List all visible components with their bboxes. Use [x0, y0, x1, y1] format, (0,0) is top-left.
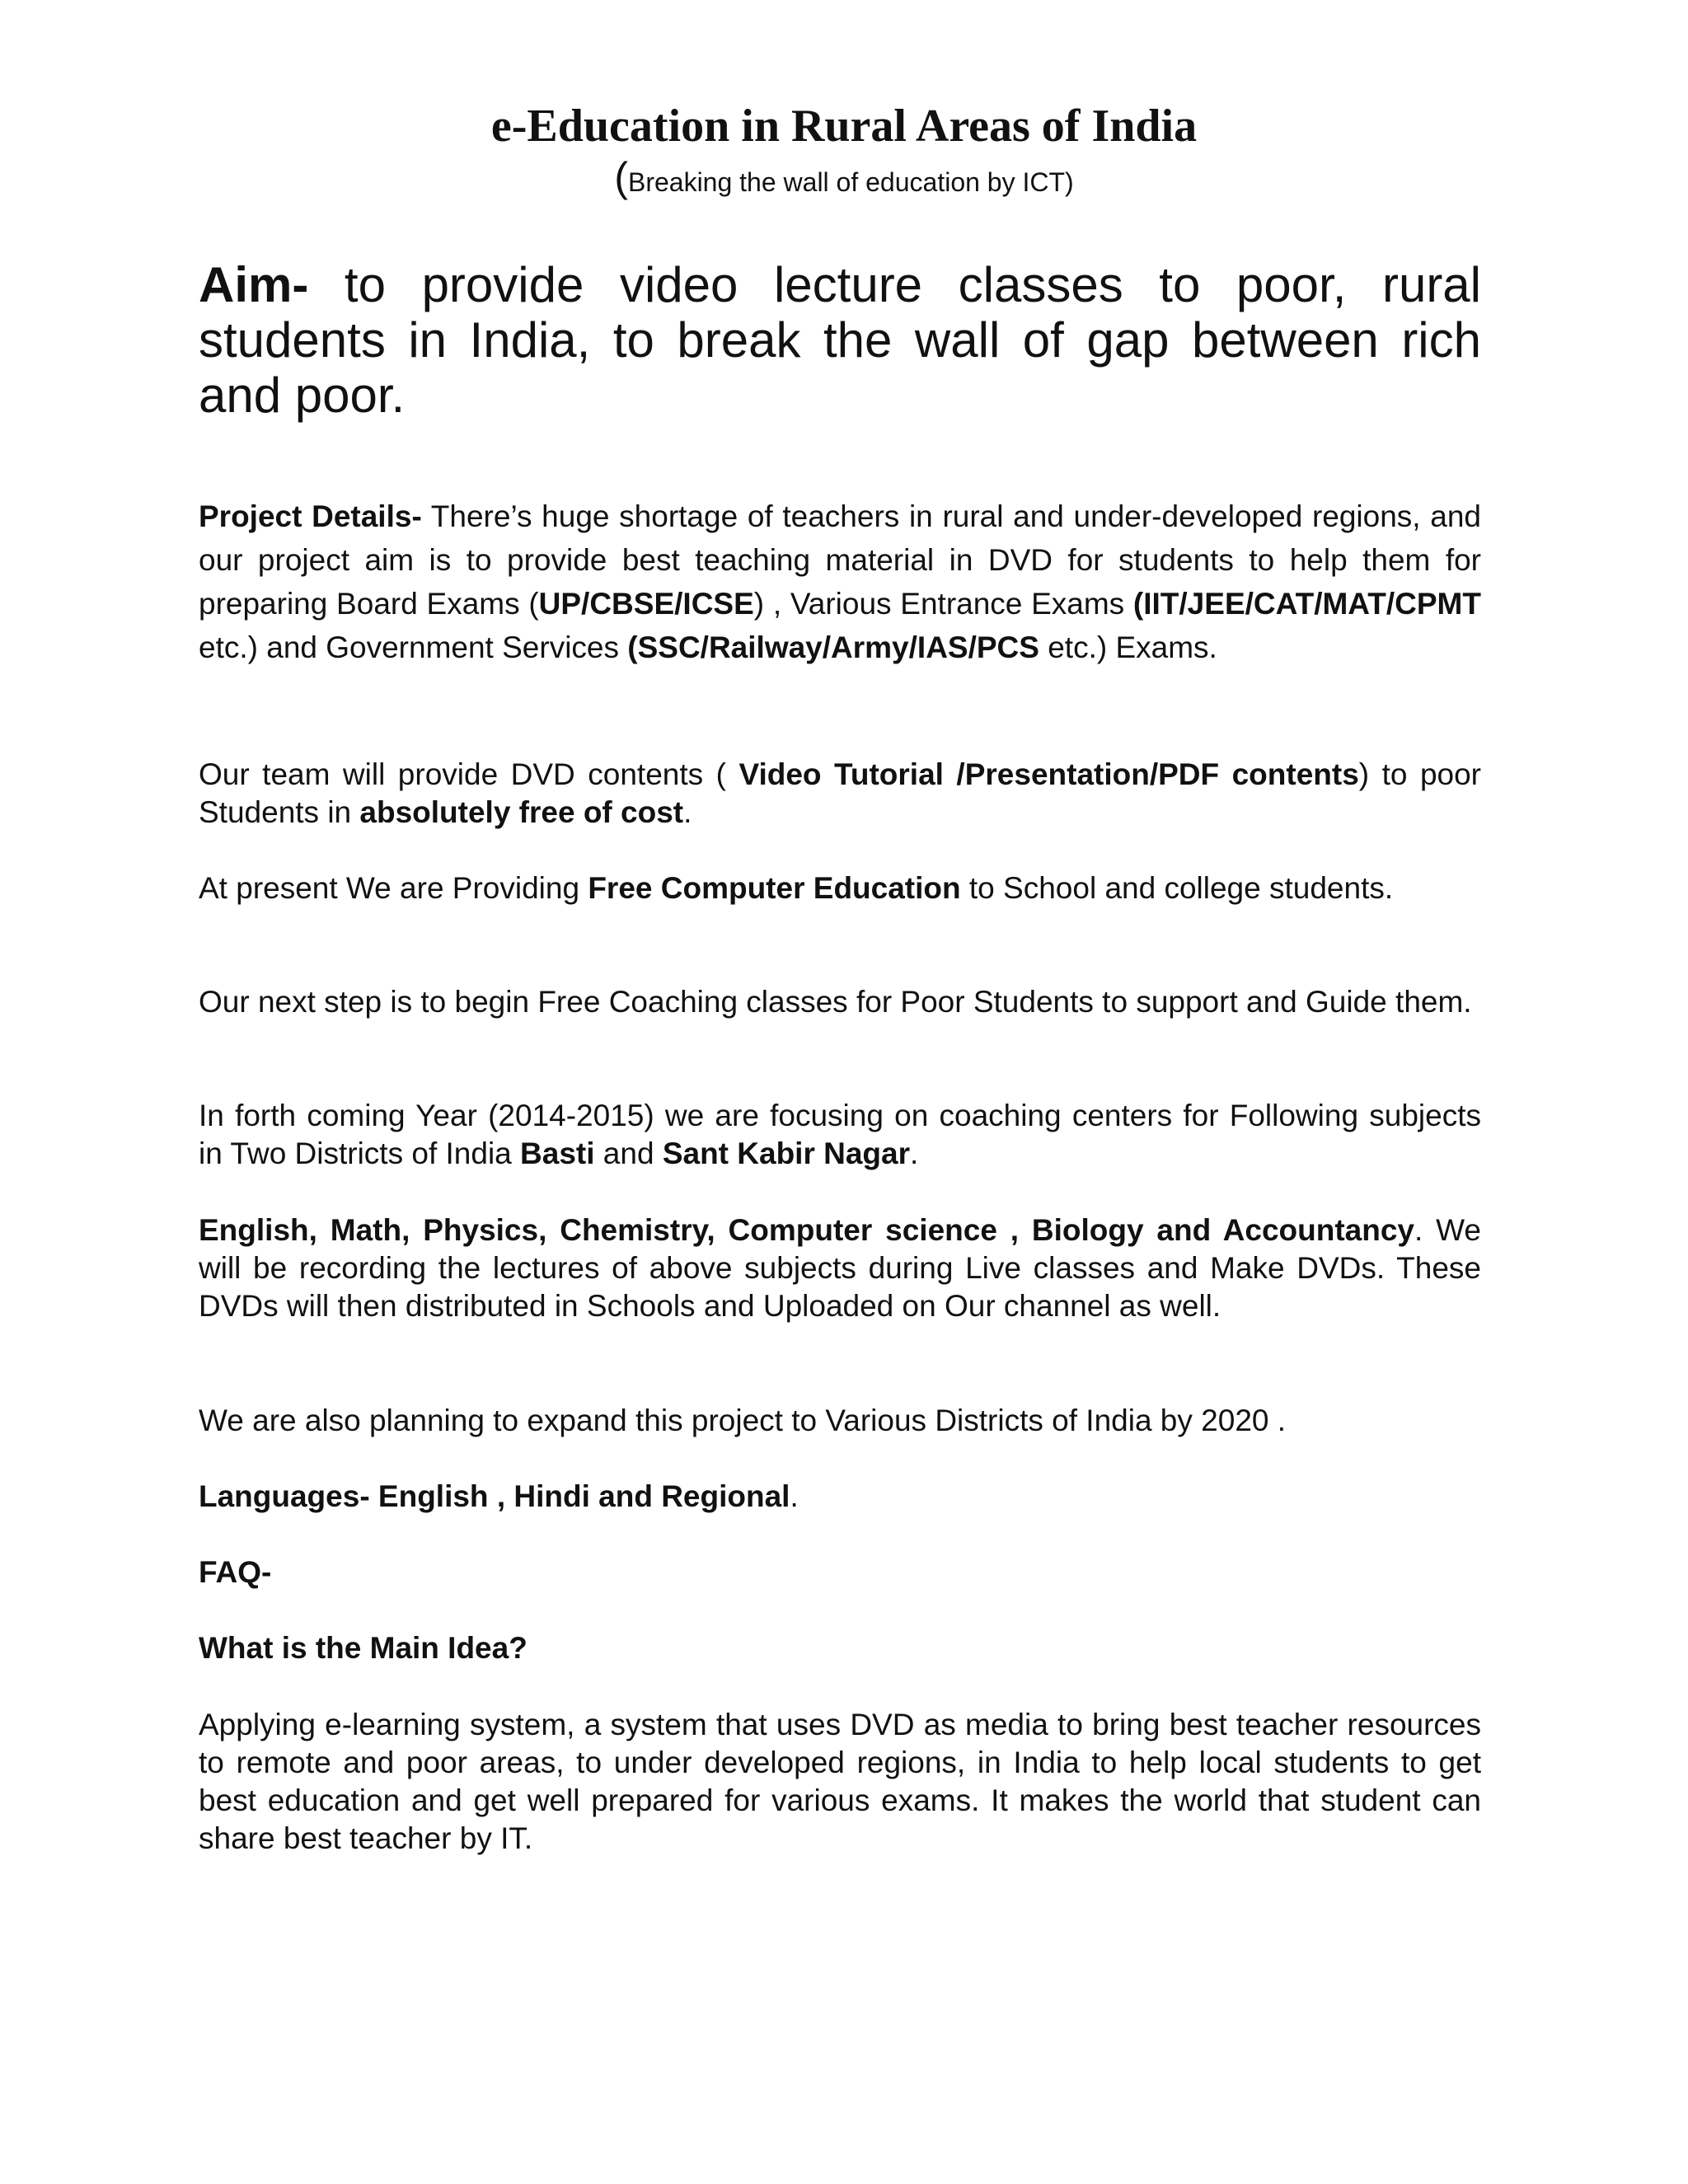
subtitle-text: Breaking the wall of education by ICT)	[627, 167, 1074, 197]
expand-paragraph: We are also planning to expand this project to Various Districts of India by 2020 .	[199, 1404, 1287, 1437]
entrance-exams-list: (IIT/JEE/CAT/MAT/CPMT	[1132, 587, 1481, 621]
government-exams-list: (SSC/Railway/Army/IAS/PCS	[627, 630, 1039, 664]
languages-period: .	[790, 1479, 799, 1513]
dvd-text-3: .	[683, 795, 692, 829]
subtitle-paren: (	[614, 154, 628, 200]
project-details-text-3: etc.) and Government Services	[199, 630, 619, 664]
document-subtitle	[0, 154, 1688, 203]
forthcoming-text-1: In forth coming Year (2014-2015) we are focusing on coaching centers for Following subjects in Two Districts of India	[199, 1099, 1481, 1170]
subjects-paragraph	[199, 1212, 1481, 1325]
languages-bold: Languages- English , Hindi and Regional	[199, 1479, 790, 1513]
project-details-label: Project Details-	[199, 499, 422, 533]
free-computer-education-bold: Free Computer Education	[588, 871, 961, 905]
forthcoming-text-3: .	[910, 1137, 919, 1170]
aim-text: to provide video lecture classes to poor, rural students in India, to break the wall of gap between rich and poor.	[199, 257, 1481, 423]
subjects-text: . We will be recording the lectures of above subjects during Live classes and Make DVDs. These DVDs will then distributed in Schools and Uploaded on Our channel as well.	[199, 1213, 1481, 1323]
project-details-text-4: etc.) Exams.	[1039, 630, 1217, 664]
present-text-2: to School and college students.	[960, 871, 1394, 905]
district-sant-kabir-nagar: Sant Kabir Nagar	[662, 1137, 911, 1170]
next-step-paragraph: Our next step is to begin Free Coaching classes for Poor Students to support and Guide them.	[199, 985, 1472, 1019]
dvd-contents-bold: Video Tutorial /Presentation/PDF contents	[738, 757, 1359, 791]
aim-label: Aim-	[199, 257, 309, 312]
dvd-paragraph	[199, 756, 1481, 832]
project-details-paragraph	[199, 494, 1481, 669]
faq-heading: FAQ-	[199, 1555, 272, 1589]
dvd-text-2: ) to poor Students in	[199, 757, 1482, 829]
project-details-text-1: There’s huge shortage of teachers in rural and under-developed regions, and our project aim is to provide best teaching material in DVD for students to help them for preparing Board Exams (	[199, 499, 1481, 621]
present-paragraph	[199, 869, 1481, 907]
faq-answer: Applying e-learning system, a system that uses DVD as media to bring best teacher resources to remote and poor areas, to under developed regions, in India to help local students to get best education and get well prepared for various exams. It makes the world that student can share best teacher by IT.	[199, 1708, 1481, 1855]
free-of-cost-bold: absolutely free of cost	[359, 795, 684, 829]
present-text-1: At present We are Providing	[199, 871, 588, 905]
board-exams-list: UP/CBSE/ICSE	[538, 587, 754, 621]
languages-paragraph	[199, 1478, 1481, 1516]
subjects-list: English, Math, Physics, Chemistry, Computer science , Biology and Accountancy	[199, 1213, 1415, 1247]
forthcoming-text-2: and	[594, 1137, 663, 1170]
district-basti: Basti	[520, 1137, 595, 1170]
forthcoming-paragraph	[199, 1097, 1481, 1173]
project-details-text-2: ) , Various Entrance Exams	[753, 587, 1125, 621]
aim-paragraph	[199, 257, 1481, 423]
faq-question: What is the Main Idea?	[199, 1631, 528, 1665]
dvd-text-1: Our team will provide DVD contents (	[199, 757, 739, 791]
document-title: e-Education in Rural Areas of India	[490, 101, 1198, 152]
